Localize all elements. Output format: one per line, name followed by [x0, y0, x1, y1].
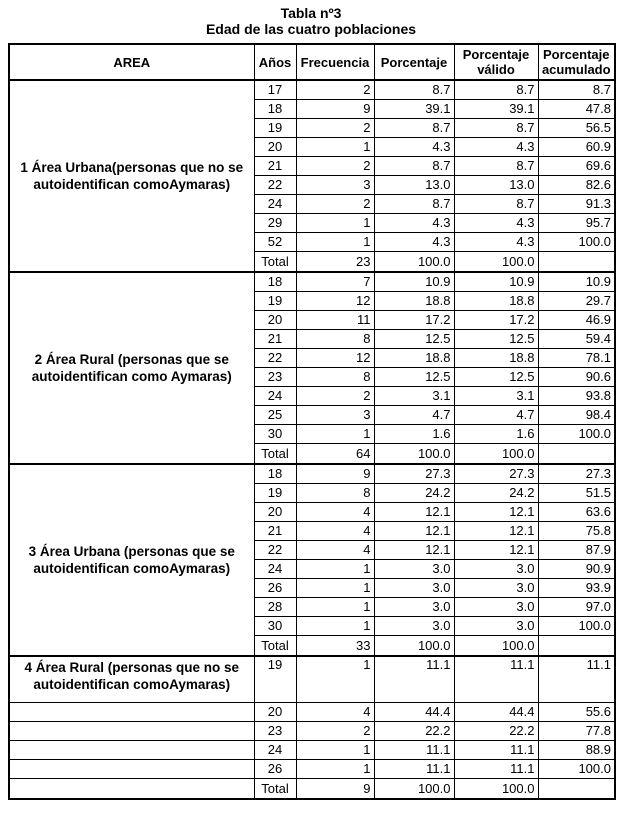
porcentaje-valido-cell: 3.1	[454, 386, 538, 405]
porcentaje-valido-cell: 11.1	[454, 656, 538, 702]
column-header-porcentaje-acumulado: Porcentaje acumulado	[538, 44, 615, 80]
porcentaje-acumulado-cell: 87.9	[538, 540, 615, 559]
data-table	[8, 43, 616, 800]
frecuencia-cell: 1	[296, 759, 374, 778]
porcentaje-valido-cell: 10.9	[454, 272, 538, 291]
frecuencia-cell: 9	[296, 778, 374, 799]
porcentaje-cell: 22.2	[374, 721, 454, 740]
porcentaje-acumulado-cell: 98.4	[538, 405, 615, 424]
anos-cell: Total	[254, 251, 296, 272]
frecuencia-cell: 2	[296, 156, 374, 175]
porcentaje-acumulado-cell: 63.6	[538, 502, 615, 521]
porcentaje-valido-cell: 8.7	[454, 156, 538, 175]
porcentaje-acumulado-cell: 100.0	[538, 232, 615, 251]
porcentaje-valido-cell: 100.0	[454, 635, 538, 656]
porcentaje-acumulado-cell: 27.3	[538, 464, 615, 483]
porcentaje-cell: 100.0	[374, 635, 454, 656]
porcentaje-acumulado-cell: 91.3	[538, 194, 615, 213]
anos-cell: 18	[254, 464, 296, 483]
porcentaje-valido-cell: 100.0	[454, 251, 538, 272]
porcentaje-acumulado-cell: 90.6	[538, 367, 615, 386]
anos-cell: Total	[254, 635, 296, 656]
porcentaje-acumulado-cell: 77.8	[538, 721, 615, 740]
porcentaje-acumulado-cell	[538, 443, 615, 464]
frecuencia-cell: 3	[296, 175, 374, 194]
anos-cell: 24	[254, 386, 296, 405]
anos-cell: 23	[254, 721, 296, 740]
porcentaje-valido-cell: 100.0	[454, 443, 538, 464]
anos-cell: 21	[254, 329, 296, 348]
porcentaje-valido-cell: 44.4	[454, 702, 538, 721]
porcentaje-valido-cell: 8.7	[454, 118, 538, 137]
anos-cell: Total	[254, 778, 296, 799]
area-label: 1 Área Urbana(personas que no se autoidentifican comoAymaras)	[9, 80, 254, 272]
porcentaje-cell: 12.5	[374, 367, 454, 386]
porcentaje-acumulado-cell	[538, 251, 615, 272]
anos-cell: 19	[254, 291, 296, 310]
area-empty-cell	[9, 721, 254, 740]
porcentaje-acumulado-cell: 55.6	[538, 702, 615, 721]
table-row	[9, 721, 615, 740]
porcentaje-acumulado-cell: 75.8	[538, 521, 615, 540]
porcentaje-valido-cell: 24.2	[454, 483, 538, 502]
porcentaje-cell: 4.3	[374, 213, 454, 232]
porcentaje-valido-cell: 12.1	[454, 521, 538, 540]
column-header-anos: Años	[254, 44, 296, 80]
porcentaje-cell: 11.1	[374, 656, 454, 702]
anos-cell: 21	[254, 156, 296, 175]
anos-cell: 19	[254, 656, 296, 702]
porcentaje-valido-cell: 13.0	[454, 175, 538, 194]
porcentaje-cell: 27.3	[374, 464, 454, 483]
porcentaje-cell: 8.7	[374, 118, 454, 137]
porcentaje-acumulado-cell: 88.9	[538, 740, 615, 759]
anos-cell: 21	[254, 521, 296, 540]
frecuencia-cell: 1	[296, 213, 374, 232]
porcentaje-valido-cell: 3.0	[454, 597, 538, 616]
porcentaje-cell: 13.0	[374, 175, 454, 194]
page-subtitle: Edad de las cuatro poblaciones	[205, 21, 417, 37]
porcentaje-valido-cell: 22.2	[454, 721, 538, 740]
porcentaje-acumulado-cell: 69.6	[538, 156, 615, 175]
frecuencia-cell: 12	[296, 348, 374, 367]
frecuencia-cell: 1	[296, 656, 374, 702]
porcentaje-acumulado-cell: 47.8	[538, 99, 615, 118]
anos-cell: 18	[254, 99, 296, 118]
area-empty-cell	[9, 740, 254, 759]
frecuencia-cell: 4	[296, 702, 374, 721]
porcentaje-valido-cell: 11.1	[454, 759, 538, 778]
porcentaje-valido-cell: 4.3	[454, 137, 538, 156]
porcentaje-cell: 4.7	[374, 405, 454, 424]
anos-cell: 24	[254, 740, 296, 759]
porcentaje-valido-cell: 4.7	[454, 405, 538, 424]
table-body	[9, 80, 615, 799]
frecuencia-cell: 3	[296, 405, 374, 424]
porcentaje-cell: 11.1	[374, 759, 454, 778]
porcentaje-acumulado-cell: 29.7	[538, 291, 615, 310]
area-empty-cell	[9, 702, 254, 721]
porcentaje-cell: 8.7	[374, 194, 454, 213]
porcentaje-valido-cell: 4.3	[454, 232, 538, 251]
page-title: Tabla nº3	[280, 5, 342, 21]
table-row	[9, 759, 615, 778]
frecuencia-cell: 11	[296, 310, 374, 329]
porcentaje-valido-cell: 39.1	[454, 99, 538, 118]
anos-cell: 30	[254, 424, 296, 443]
porcentaje-valido-cell: 8.7	[454, 194, 538, 213]
frecuencia-cell: 33	[296, 635, 374, 656]
anos-cell: 26	[254, 759, 296, 778]
porcentaje-cell: 100.0	[374, 251, 454, 272]
porcentaje-acumulado-cell: 11.1	[538, 656, 615, 702]
anos-cell: 28	[254, 597, 296, 616]
frecuencia-cell: 23	[296, 251, 374, 272]
porcentaje-valido-cell: 1.6	[454, 424, 538, 443]
porcentaje-acumulado-cell	[538, 778, 615, 799]
area-label: 2 Área Rural (personas que se autoidentifican como Aymaras)	[9, 272, 254, 464]
area-label: 4 Área Rural (personas que no se autoidentifican comoAymaras)	[9, 656, 254, 702]
frecuencia-cell: 1	[296, 424, 374, 443]
porcentaje-acumulado-cell: 93.9	[538, 578, 615, 597]
anos-cell: Total	[254, 443, 296, 464]
porcentaje-cell: 18.8	[374, 348, 454, 367]
title-block	[0, 0, 622, 37]
porcentaje-cell: 24.2	[374, 483, 454, 502]
anos-cell: 20	[254, 137, 296, 156]
porcentaje-acumulado-cell: 82.6	[538, 175, 615, 194]
porcentaje-cell: 12.1	[374, 502, 454, 521]
porcentaje-valido-cell: 12.5	[454, 329, 538, 348]
porcentaje-acumulado-cell: 78.1	[538, 348, 615, 367]
table-row	[9, 464, 615, 483]
porcentaje-valido-cell: 3.0	[454, 616, 538, 635]
table-header-row	[9, 44, 615, 80]
porcentaje-cell: 1.6	[374, 424, 454, 443]
frecuencia-cell: 2	[296, 194, 374, 213]
porcentaje-acumulado-cell	[538, 635, 615, 656]
table-row	[9, 740, 615, 759]
porcentaje-cell: 8.7	[374, 156, 454, 175]
area-label: 3 Área Urbana (personas que se autoidentifican comoAymaras)	[9, 464, 254, 656]
porcentaje-cell: 4.3	[374, 137, 454, 156]
porcentaje-cell: 17.2	[374, 310, 454, 329]
porcentaje-cell: 3.1	[374, 386, 454, 405]
porcentaje-cell: 44.4	[374, 702, 454, 721]
frecuencia-cell: 2	[296, 386, 374, 405]
table-row	[9, 656, 615, 702]
porcentaje-cell: 3.0	[374, 597, 454, 616]
area-empty-cell	[9, 759, 254, 778]
frecuencia-cell: 1	[296, 559, 374, 578]
porcentaje-cell: 100.0	[374, 778, 454, 799]
porcentaje-valido-cell: 12.5	[454, 367, 538, 386]
porcentaje-cell: 4.3	[374, 232, 454, 251]
porcentaje-valido-cell: 12.1	[454, 502, 538, 521]
frecuencia-cell: 64	[296, 443, 374, 464]
frecuencia-cell: 2	[296, 118, 374, 137]
porcentaje-acumulado-cell: 100.0	[538, 616, 615, 635]
anos-cell: 24	[254, 559, 296, 578]
anos-cell: 26	[254, 578, 296, 597]
porcentaje-cell: 12.1	[374, 521, 454, 540]
porcentaje-acumulado-cell: 93.8	[538, 386, 615, 405]
porcentaje-valido-cell: 27.3	[454, 464, 538, 483]
anos-cell: 19	[254, 118, 296, 137]
anos-cell: 17	[254, 80, 296, 99]
anos-cell: 20	[254, 502, 296, 521]
anos-cell: 52	[254, 232, 296, 251]
anos-cell: 23	[254, 367, 296, 386]
anos-cell: 22	[254, 540, 296, 559]
anos-cell: 30	[254, 616, 296, 635]
frecuencia-cell: 1	[296, 740, 374, 759]
porcentaje-cell: 18.8	[374, 291, 454, 310]
porcentaje-cell: 39.1	[374, 99, 454, 118]
porcentaje-acumulado-cell: 46.9	[538, 310, 615, 329]
table-row	[9, 702, 615, 721]
area-empty-cell	[9, 778, 254, 799]
anos-cell: 24	[254, 194, 296, 213]
frecuencia-cell: 9	[296, 99, 374, 118]
frecuencia-cell: 8	[296, 329, 374, 348]
porcentaje-acumulado-cell: 56.5	[538, 118, 615, 137]
anos-cell: 22	[254, 175, 296, 194]
porcentaje-valido-cell: 12.1	[454, 540, 538, 559]
anos-cell: 22	[254, 348, 296, 367]
porcentaje-acumulado-cell: 51.5	[538, 483, 615, 502]
porcentaje-valido-cell: 100.0	[454, 778, 538, 799]
column-header-area: AREA	[9, 44, 254, 80]
porcentaje-cell: 10.9	[374, 272, 454, 291]
anos-cell: 20	[254, 310, 296, 329]
frecuencia-cell: 1	[296, 616, 374, 635]
frecuencia-cell: 8	[296, 367, 374, 386]
porcentaje-valido-cell: 3.0	[454, 578, 538, 597]
porcentaje-cell: 11.1	[374, 740, 454, 759]
porcentaje-valido-cell: 3.0	[454, 559, 538, 578]
porcentaje-cell: 12.1	[374, 540, 454, 559]
anos-cell: 18	[254, 272, 296, 291]
frecuencia-cell: 8	[296, 483, 374, 502]
anos-cell: 20	[254, 702, 296, 721]
porcentaje-valido-cell: 4.3	[454, 213, 538, 232]
frecuencia-cell: 7	[296, 272, 374, 291]
porcentaje-acumulado-cell: 97.0	[538, 597, 615, 616]
column-header-porcentaje: Porcentaje	[374, 44, 454, 80]
frecuencia-cell: 1	[296, 232, 374, 251]
column-header-frecuencia: Frecuencia	[296, 44, 374, 80]
frecuencia-cell: 2	[296, 80, 374, 99]
porcentaje-acumulado-cell: 90.9	[538, 559, 615, 578]
porcentaje-cell: 3.0	[374, 616, 454, 635]
porcentaje-cell: 100.0	[374, 443, 454, 464]
table-row	[9, 778, 615, 799]
anos-cell: 29	[254, 213, 296, 232]
table-row	[9, 80, 615, 99]
porcentaje-cell: 3.0	[374, 559, 454, 578]
porcentaje-acumulado-cell: 8.7	[538, 80, 615, 99]
frecuencia-cell: 1	[296, 137, 374, 156]
frecuencia-cell: 4	[296, 502, 374, 521]
porcentaje-valido-cell: 11.1	[454, 740, 538, 759]
porcentaje-cell: 3.0	[374, 578, 454, 597]
porcentaje-acumulado-cell: 10.9	[538, 272, 615, 291]
porcentaje-acumulado-cell: 60.9	[538, 137, 615, 156]
porcentaje-valido-cell: 18.8	[454, 291, 538, 310]
frecuencia-cell: 1	[296, 578, 374, 597]
porcentaje-acumulado-cell: 100.0	[538, 424, 615, 443]
anos-cell: 19	[254, 483, 296, 502]
porcentaje-acumulado-cell: 95.7	[538, 213, 615, 232]
porcentaje-valido-cell: 17.2	[454, 310, 538, 329]
frecuencia-cell: 4	[296, 540, 374, 559]
porcentaje-cell: 8.7	[374, 80, 454, 99]
porcentaje-valido-cell: 8.7	[454, 80, 538, 99]
porcentaje-cell: 12.5	[374, 329, 454, 348]
porcentaje-valido-cell: 18.8	[454, 348, 538, 367]
frecuencia-cell: 1	[296, 597, 374, 616]
porcentaje-acumulado-cell: 100.0	[538, 759, 615, 778]
frecuencia-cell: 9	[296, 464, 374, 483]
table-row	[9, 272, 615, 291]
frecuencia-cell: 4	[296, 521, 374, 540]
anos-cell: 25	[254, 405, 296, 424]
frecuencia-cell: 12	[296, 291, 374, 310]
frecuencia-cell: 2	[296, 721, 374, 740]
column-header-porcentaje-valido: Porcentaje válido	[454, 44, 538, 80]
porcentaje-acumulado-cell: 59.4	[538, 329, 615, 348]
